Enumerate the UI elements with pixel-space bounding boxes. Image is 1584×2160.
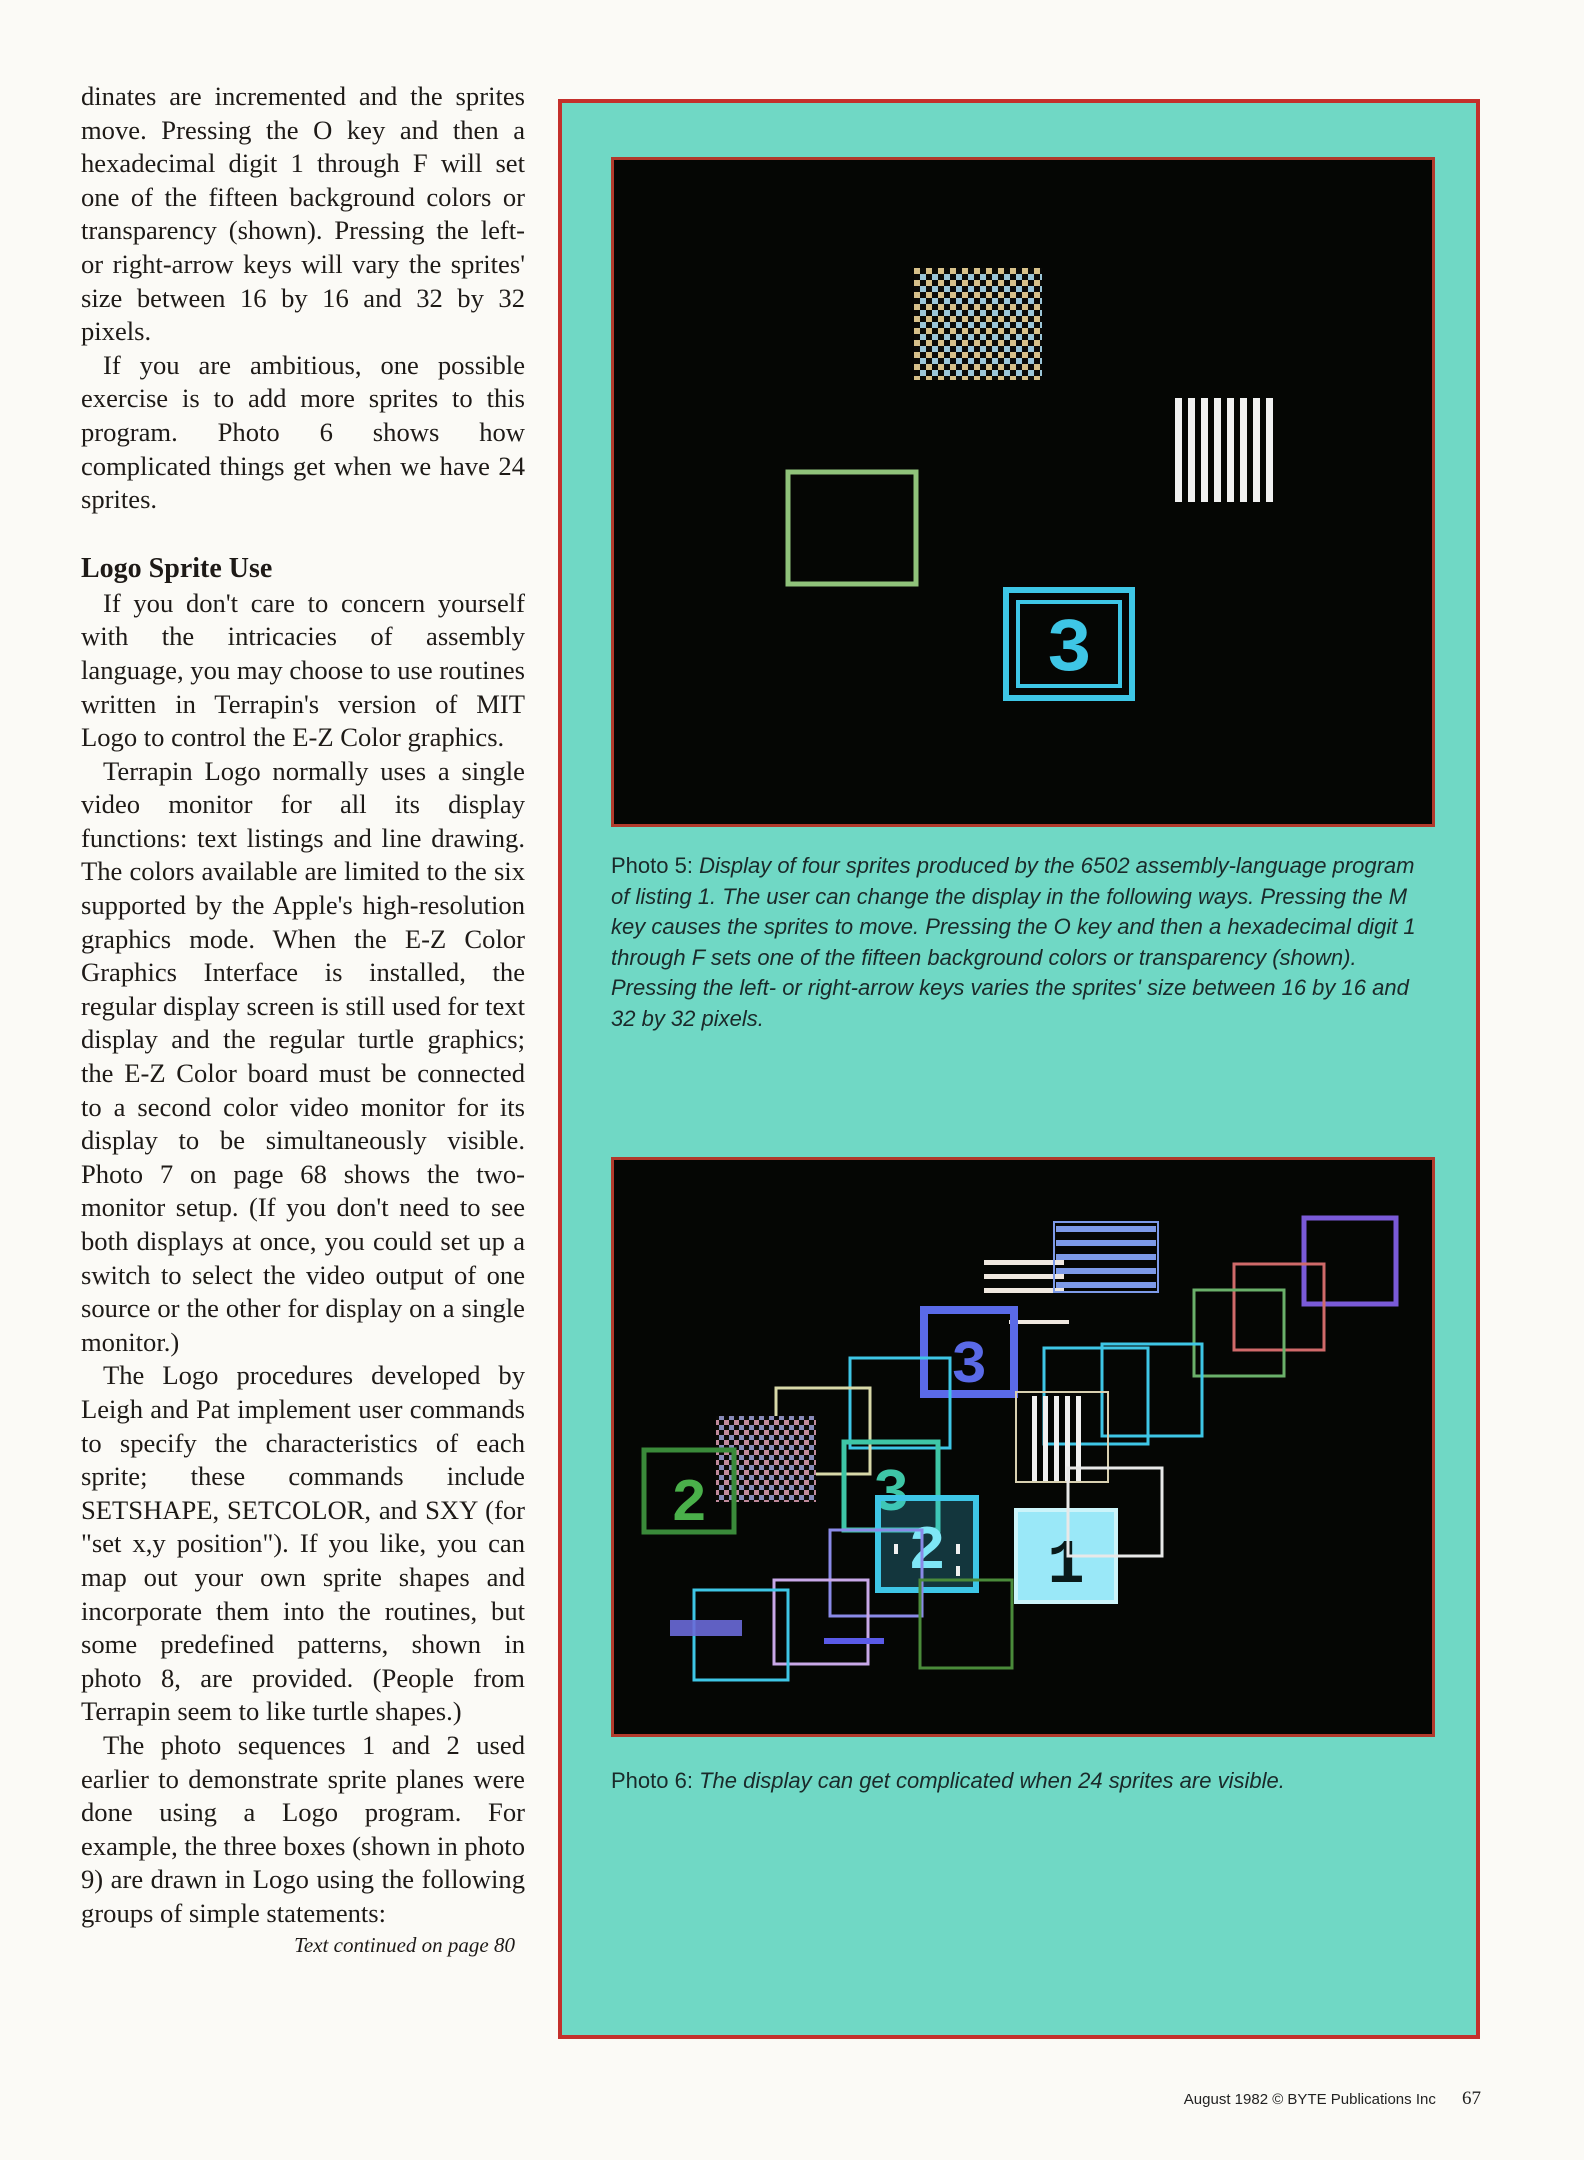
paragraph: The Logo procedures developed by Leigh and Pat implement user commands to specify the characteristics of each sprite; these commands include SETSHAPE, SETCOLOR, and SXY (for "set x,y position"). If you like, you can map out your own sprite shapes and incorporate them into the routines, but some predefined patterns, shown in photo 8, are provided. (People from Terrapin seem to like turtle shapes.): [81, 1360, 525, 1727]
section-heading: Logo Sprite Use: [81, 552, 273, 584]
sprite-digit: 2: [908, 1516, 946, 1587]
photo5-caption: [611, 851, 1435, 1034]
sprite-digit: 1: [1047, 1530, 1085, 1601]
photo-panel: [558, 99, 1480, 2039]
paragraph: If you are ambitious, one possible exercise is to add more sprites to this program. Photo 6 shows how complicated things get when we have 24 sprites.: [81, 349, 525, 515]
paragraph: Terrapin Logo normally uses a single video monitor for all its display functions: text listings and line drawing. The colors available are limited to the six supported by the Apple's high-resolution graphics mode. When the E-Z Color Graphics Interface is installed, the regular display screen is still used for text display and the regular turtle graphics; the E-Z Color board must be connected to a second color video monitor for its display to be simultaneously visible. Photo 7 on page 68 shows the two-monitor setup. (If you don't need to see both displays at once, you could set up a switch to select the video output of one source or the other for display on a single monitor.): [81, 755, 525, 1357]
sprite-digit: 3: [872, 1461, 910, 1529]
photo6-sprites: [614, 1160, 1432, 1734]
outline-box-sprite: [788, 472, 916, 584]
page-number: 67: [1462, 2088, 1481, 2109]
sprite-digit: 3: [950, 1333, 988, 1401]
continued-note: Text continued on page 80: [294, 1933, 515, 1958]
photo5-caption-text: Display of four sprites produced by the 6502 assembly-language program of listing 1. The user can change the display in the following ways. Pressing the M key causes the sprites to move. Pressing the O key and then a hexadecimal digit 1 through F sets one of the fifteen background colors or transparency (shown). Pressing the left- or right-arrow keys varies the sprites' size between 16 by 16 and 32 by 32 pixels.: [611, 853, 1416, 1031]
photo6-caption-text: The display can get complicated when 24 sprites are visible.: [699, 1768, 1285, 1793]
stripe-sprite: [1175, 398, 1273, 502]
article-text-column: [81, 80, 525, 1958]
footer-date: August 1982 © BYTE Publications Inc: [1183, 2091, 1436, 2108]
page-footer: [1184, 2088, 1481, 2110]
paragraph: The photo sequences 1 and 2 used earlier to demonstrate sprite planes were done using a Logo program. For example, the three boxes (shown in photo 9) are drawn in Logo using the following groups of simple statements:: [81, 1729, 525, 1928]
paragraph: dinates are incremented and the sprites move. Pressing the O key and then a hexadecimal digit 1 through F will set one of the fifteen background colors or transparency (shown). Pressing the left- or right-arrow keys will vary the sprites' size between 16 by 16 and 32 by 32 pixels.: [81, 81, 525, 347]
photo5-sprites: [614, 160, 1432, 824]
checker-sprite: [914, 268, 1042, 380]
photo5-screen: [611, 157, 1435, 827]
photo6-caption: [611, 1766, 1435, 1797]
sprite-digit: 2: [670, 1471, 708, 1539]
paragraph: If you don't care to concern yourself with the intricacies of assembly language, you may choose to use routines written in Terrapin's version of MIT Logo to control the E-Z Color graphics.: [81, 587, 525, 753]
photo6-screen: [611, 1157, 1435, 1737]
sprite-digit: 3: [1046, 607, 1092, 693]
photo5-label: Photo 5:: [611, 853, 693, 878]
photo6-label: Photo 6:: [611, 1768, 693, 1793]
